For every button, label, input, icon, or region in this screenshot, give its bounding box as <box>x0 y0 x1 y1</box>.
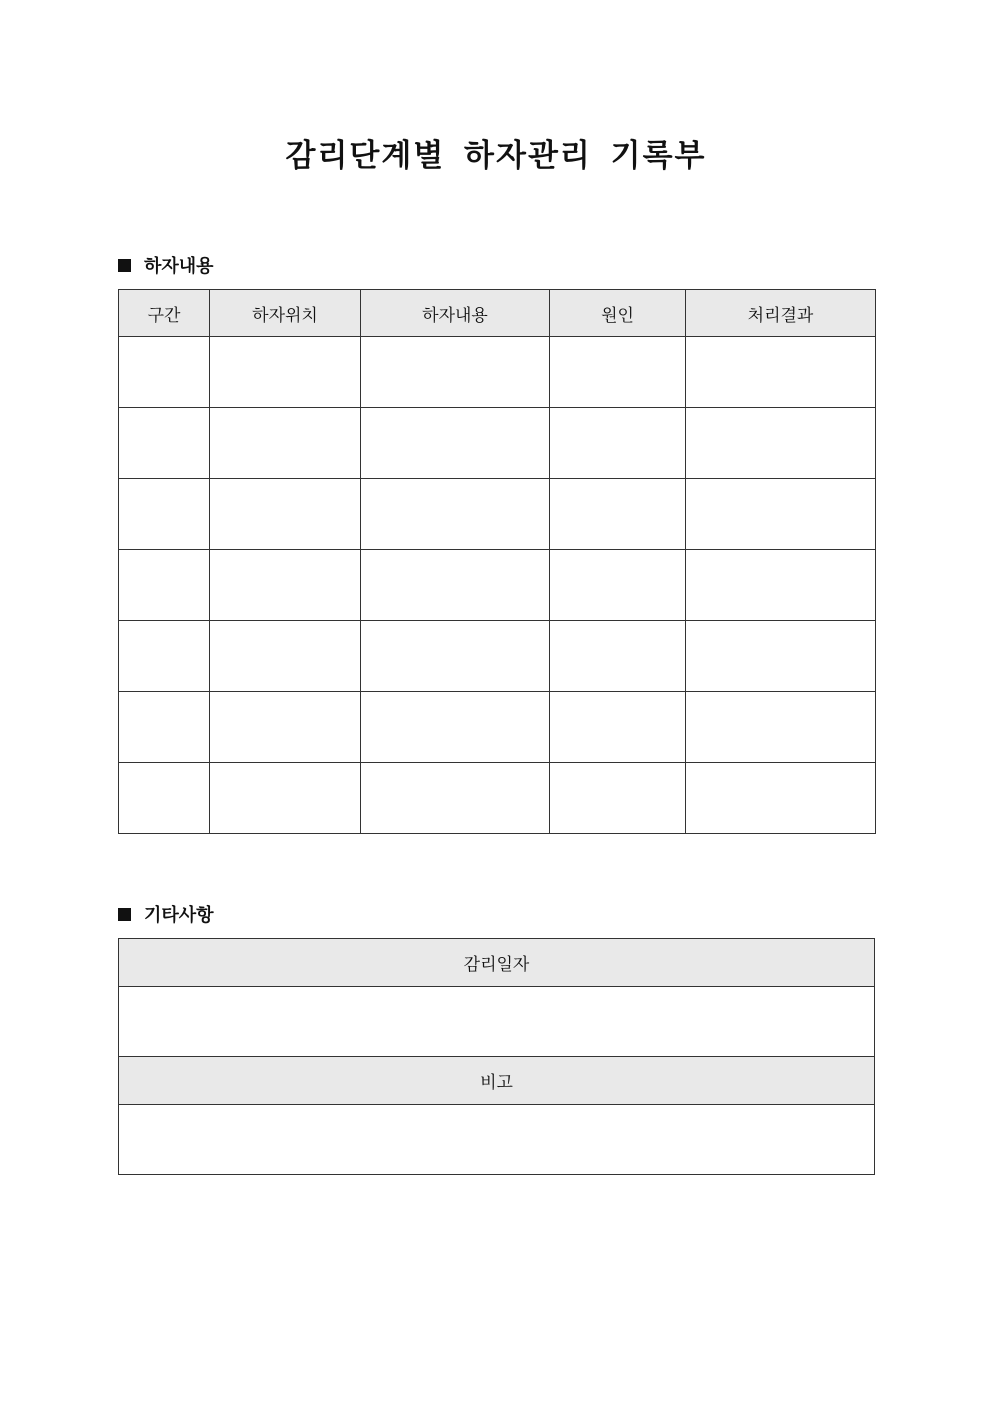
cell-result[interactable] <box>686 337 876 408</box>
table-row <box>119 550 876 621</box>
cell-cause[interactable] <box>550 692 686 763</box>
cell-defect-content[interactable] <box>361 408 550 479</box>
cell-result[interactable] <box>686 408 876 479</box>
cell-section[interactable] <box>119 763 210 834</box>
cell-cause[interactable] <box>550 550 686 621</box>
cell-defect-location[interactable] <box>210 408 361 479</box>
cell-result[interactable] <box>686 550 876 621</box>
cell-section[interactable] <box>119 621 210 692</box>
square-bullet-icon <box>118 908 131 921</box>
section-heading-label: 하자내용 <box>144 256 214 277</box>
cell-defect-content[interactable] <box>361 763 550 834</box>
cell-defect-content[interactable] <box>361 479 550 550</box>
cell-defect-content[interactable] <box>361 692 550 763</box>
cell-section[interactable] <box>119 479 210 550</box>
table-row <box>119 621 876 692</box>
other-notes-table <box>118 938 875 1175</box>
cell-cause[interactable] <box>550 621 686 692</box>
date-value-row <box>119 987 875 1057</box>
column-header-defect-content: 하자내용 <box>361 290 550 337</box>
table-row <box>119 692 876 763</box>
inspection-date-field[interactable] <box>119 987 875 1057</box>
cell-section[interactable] <box>119 337 210 408</box>
section-heading-other <box>118 901 214 927</box>
table-header-row <box>119 290 876 337</box>
cell-defect-content[interactable] <box>361 550 550 621</box>
defect-table <box>118 289 876 834</box>
column-header-cause: 원인 <box>550 290 686 337</box>
section-heading-defects <box>118 252 214 278</box>
table-row <box>119 408 876 479</box>
cell-section[interactable] <box>119 550 210 621</box>
cell-cause[interactable] <box>550 408 686 479</box>
cell-defect-location[interactable] <box>210 550 361 621</box>
table-row <box>119 479 876 550</box>
remarks-label: 비고 <box>119 1057 875 1105</box>
section-heading-label: 기타사항 <box>144 905 214 926</box>
cell-section[interactable] <box>119 408 210 479</box>
cell-defect-content[interactable] <box>361 337 550 408</box>
cell-defect-content[interactable] <box>361 621 550 692</box>
column-header-defect-location: 하자위치 <box>210 290 361 337</box>
cell-cause[interactable] <box>550 337 686 408</box>
cell-defect-location[interactable] <box>210 692 361 763</box>
cell-result[interactable] <box>686 479 876 550</box>
cell-defect-location[interactable] <box>210 337 361 408</box>
table-row <box>119 763 876 834</box>
cell-result[interactable] <box>686 621 876 692</box>
cell-result[interactable] <box>686 692 876 763</box>
remarks-value-row <box>119 1105 875 1175</box>
date-header-row <box>119 939 875 987</box>
cell-cause[interactable] <box>550 479 686 550</box>
cell-cause[interactable] <box>550 763 686 834</box>
cell-defect-location[interactable] <box>210 479 361 550</box>
column-header-section: 구간 <box>119 290 210 337</box>
column-header-result: 처리결과 <box>686 290 876 337</box>
remarks-field[interactable] <box>119 1105 875 1175</box>
square-bullet-icon <box>118 259 131 272</box>
cell-section[interactable] <box>119 692 210 763</box>
table-row <box>119 337 876 408</box>
cell-defect-location[interactable] <box>210 763 361 834</box>
cell-result[interactable] <box>686 763 876 834</box>
remarks-header-row <box>119 1057 875 1105</box>
document-title: 감리단계별 하자관리 기록부 <box>285 138 707 174</box>
cell-defect-location[interactable] <box>210 621 361 692</box>
inspection-date-label: 감리일자 <box>119 939 875 987</box>
